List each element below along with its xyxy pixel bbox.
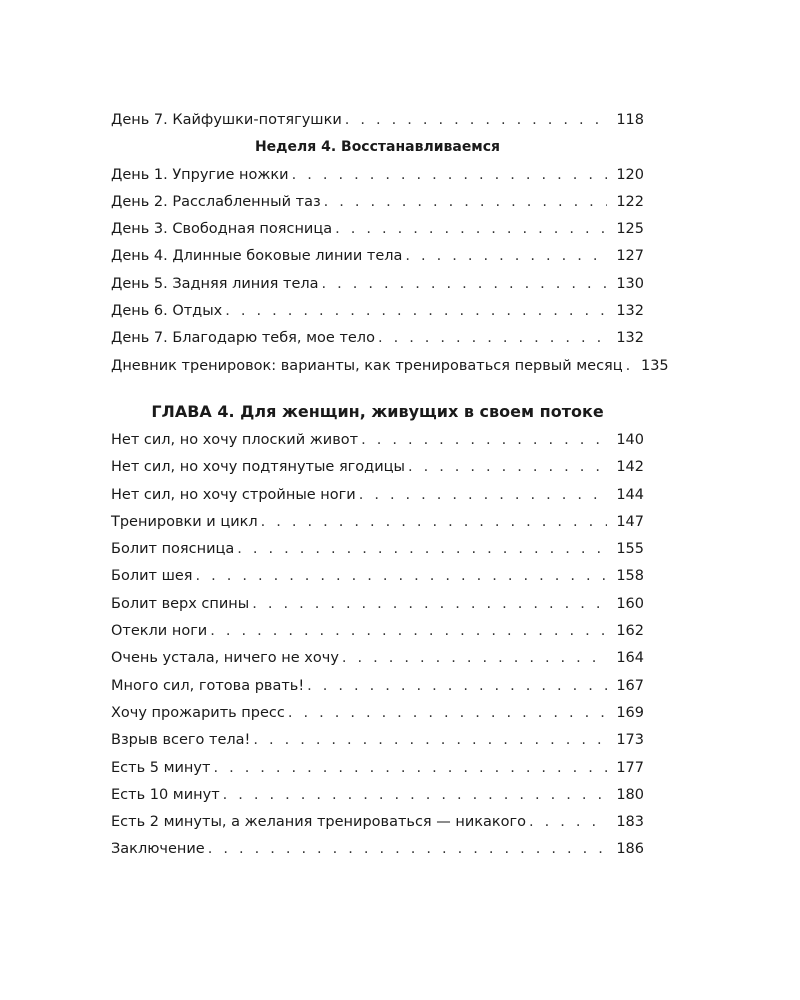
toc-entry[interactable] [111,216,644,243]
toc-entry-title: Нет сил, но хочу плоский живот [111,432,359,448]
toc-entry-title: Болит шея [111,568,193,585]
toc-entry-page: 140 [616,432,644,448]
toc-entry-page: 164 [616,650,644,667]
toc-entry-title: День 7. Кайфушки-потягушки [111,112,342,128]
toc-entry-title: Нет сил, но хочу стройные ноги [111,486,356,503]
toc-entry-page: 122 [616,193,644,210]
toc-entry-page: 118 [616,112,644,128]
toc-entry-title: Отекли ноги [111,623,208,640]
dot-leader [253,727,607,754]
toc-entry-title: Заключение [111,841,205,858]
toc-entry[interactable] [111,189,644,216]
toc-block-chapter-4 [111,427,644,864]
dot-leader [342,645,607,672]
toc-entry[interactable] [111,591,644,618]
toc-entry-page: 125 [616,221,644,238]
toc-entry[interactable] [111,645,644,672]
toc-entry-page: 173 [616,732,644,749]
toc-entry-title: День 5. Задняя линия тела [111,275,319,292]
toc-entry-title: Болит поясница [111,541,235,558]
dot-leader [307,673,607,700]
toc-entry[interactable] [111,243,644,270]
toc-entry-title: День 7. Благодарю тебя, мое тело [111,330,375,347]
toc-entry[interactable] [111,755,644,782]
toc-entry-page: 160 [616,595,644,612]
dot-leader [223,782,607,809]
toc-entry[interactable] [111,162,644,189]
toc-entry-page: 186 [616,841,644,858]
toc-entry-page: 132 [616,303,644,320]
dot-leader [195,563,607,590]
dot-leader [210,618,607,645]
dot-leader [361,427,607,454]
toc-entry-title: День 2. Расслабленный таз [111,193,321,210]
toc-entry[interactable] [111,509,644,536]
toc-entry[interactable] [111,298,644,325]
toc-entry-title: День 1. Упругие ножки [111,166,289,183]
toc-entry-page: 169 [616,704,644,721]
toc-entry-page: 177 [616,759,644,776]
toc-entry[interactable] [111,618,644,645]
toc-entry[interactable] [111,809,644,836]
toc-entry[interactable] [111,700,644,727]
dot-leader [359,482,607,509]
toc-entry-title: Хочу прожарить пресс [111,704,285,721]
toc-entry[interactable] [111,563,644,590]
toc-entry[interactable] [111,107,644,134]
toc-entry-title: День 6. Отдых [111,303,223,320]
toc-entry-page: 142 [616,459,644,476]
toc-entry[interactable] [111,536,644,563]
dot-leader [626,353,632,380]
toc-entry-title: День 3. Свободная поясница [111,221,333,238]
toc-entry-title: Есть 10 минут [111,786,220,803]
toc-entry-page: 120 [616,166,644,183]
toc-entry[interactable] [111,325,644,352]
toc-entry-page: 135 [640,357,669,374]
dot-leader [237,536,607,563]
dot-leader [208,836,607,863]
toc-entry[interactable] [111,427,644,454]
toc-entry-page: 155 [616,541,644,558]
dot-leader [378,325,607,352]
toc-entry-page: 130 [616,275,644,292]
dot-leader [252,591,607,618]
toc-entry-title: Есть 5 минут [111,759,211,776]
toc-entry-title: Нет сил, но хочу подтянутые ягодицы [111,459,405,476]
toc-entry-page: 167 [616,677,644,694]
dot-leader [292,162,607,189]
toc-block-week-4 [111,107,669,380]
dot-leader [529,809,607,836]
toc-entry-page: 180 [616,786,644,803]
toc-entry-title: День 4. Длинные боковые линии тела [111,248,403,265]
toc-entry-page: 158 [616,568,644,585]
toc-entry-page: 147 [616,513,644,530]
dot-leader [288,700,607,727]
toc-entry-title: Взрыв всего тела! [111,732,251,749]
dot-leader [405,243,607,270]
toc-entry-page: 162 [616,623,644,640]
dot-leader [225,298,607,325]
toc-entry[interactable] [111,482,644,509]
toc-entry-page: 144 [616,486,644,503]
toc-entry[interactable] [111,727,644,754]
toc-entry[interactable] [111,271,644,298]
dot-leader [408,454,607,481]
section-heading-week-4: Неделя 4. Восстанавливаемся [254,139,501,156]
toc-entry-title: Дневник тренировок: варианты, как тренироваться первый месяц [111,357,623,374]
dot-leader [213,755,607,782]
toc-entry-title: Тренировки и цикл [111,513,258,530]
dot-leader [335,216,607,243]
toc-entry-title: Очень устала, ничего не хочу [111,650,339,667]
dot-leader [322,271,607,298]
chapter-heading: ГЛАВА 4. Для женщин, живущих в своем потоке [151,402,604,421]
toc-entry[interactable] [111,673,644,700]
toc-entry[interactable] [111,836,644,863]
toc-entry-title: Много сил, готова рвать! [111,677,305,694]
toc-entry-title: Есть 2 минуты, а желания тренироваться — никакого [111,814,527,831]
toc-entry[interactable] [111,353,669,380]
toc-entry[interactable] [111,782,644,809]
dot-leader [261,509,607,536]
toc-entry-page: 127 [616,248,644,265]
toc-entry-page: 132 [616,330,644,347]
dot-leader [324,189,607,216]
toc-entry-page: 183 [616,814,644,831]
toc-entry-title: Болит верх спины [111,595,250,612]
toc-entry[interactable] [111,454,644,481]
dot-leader [345,107,607,134]
